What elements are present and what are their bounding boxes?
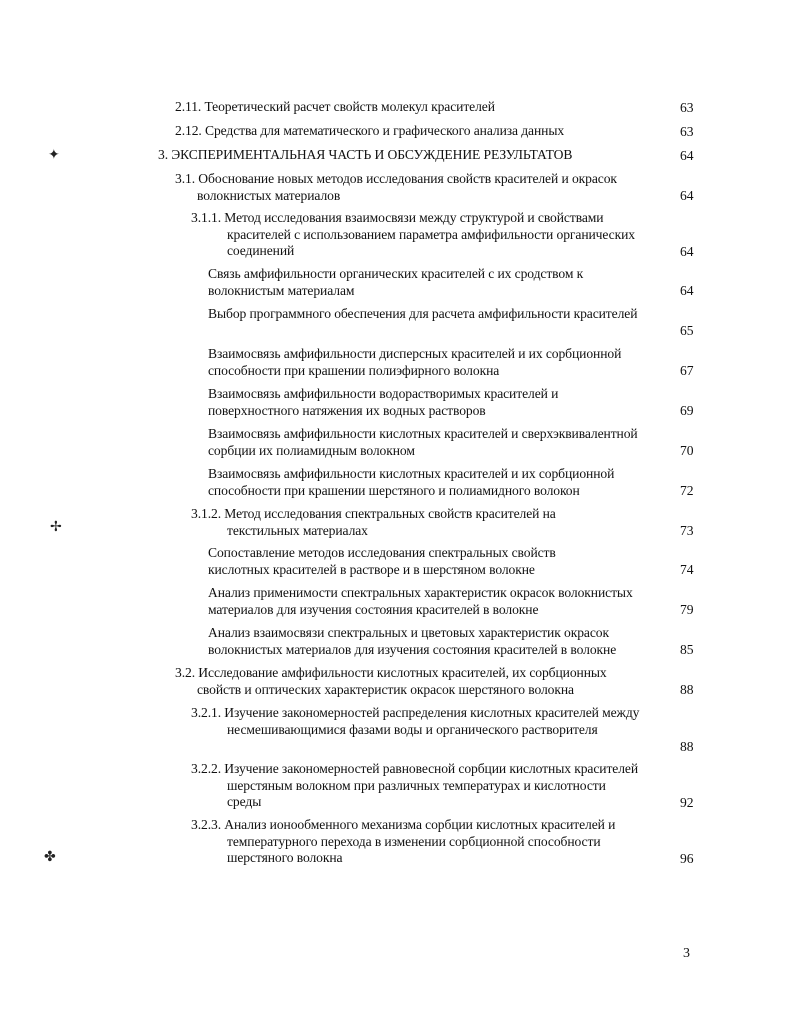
toc-entry-title: 3.1.1. Метод исследования взаимосвязи между структурой и свойствами красителей с использованием параметра амфифильности органических соединений xyxy=(191,210,635,259)
toc-entry-title: Анализ применимости спектральных характеристик окрасок волокнистых материалов для изучения состояния красителей в волокне xyxy=(208,585,633,617)
toc-entry-title: Анализ взаимосвязи спектральных и цветовых характеристик окрасок волокнистых материалов для изучения состояния красителей в волокне xyxy=(208,625,617,657)
toc-entry-page: 64 xyxy=(680,148,694,163)
toc-entry-title: 3.2.2. Изучение закономерностей равновесной сорбции кислотных красителей шерстяным волокном при различных температурах и кислотности среды xyxy=(191,761,639,810)
scan-mark-icon: ✤ xyxy=(44,849,56,865)
toc-entry xyxy=(191,761,694,811)
toc-entry-page: 85 xyxy=(680,642,694,657)
toc-entry-title: 3.2.1. Изучение закономерностей распределения кислотных красителей между несмешивающимися фазами воды и органического растворителя xyxy=(191,705,640,737)
toc-entry-title: 2.11. Теоретический расчет свойств молекул красителей xyxy=(175,99,495,114)
toc-entry-title: 3.2.3. Анализ ионообменного механизма сорбции кислотных красителей и температурного перехода в изменении сорбционной способности шерстяного волокна xyxy=(191,817,616,866)
toc-entry-title: Связь амфифильности органических красителей с их сродством к волокнистым материалам xyxy=(208,266,584,298)
toc-entry-page: 73 xyxy=(680,523,694,538)
toc-entry-page: 88 xyxy=(680,682,694,697)
toc-entry-title: 3.2. Исследование амфифильности кислотных красителей, их сорбционных свойств и оптических характеристик окрасок шерстяного волокна xyxy=(175,665,607,697)
toc-entry-page: 65 xyxy=(680,323,694,338)
toc-entry-chapter xyxy=(158,147,694,164)
toc-entry xyxy=(191,210,694,260)
toc-entry-title: Взаимосвязь амфифильности дисперсных красителей и их сорбционной способности при крашении полиэфирного волокна xyxy=(208,346,622,378)
toc-entry-title: 3.1. Обоснование новых методов исследования свойств красителей и окрасок волокнистых материалов xyxy=(175,171,617,203)
toc-entry-page: 92 xyxy=(680,795,694,810)
toc-entry-page: 69 xyxy=(680,403,694,418)
toc-entry xyxy=(175,171,694,204)
toc-entry-title: Сопоставление методов исследования спектральных свойств кислотных красителей в растворе и в шерстяном волокне xyxy=(208,545,556,577)
toc-entry-page: 72 xyxy=(680,483,694,498)
toc-entry-title: 2.12. Средства для математического и графического анализа данных xyxy=(175,123,565,138)
toc-entry xyxy=(208,625,694,658)
toc-entry-page: 64 xyxy=(680,244,694,259)
toc-entry-page: 64 xyxy=(680,283,694,298)
toc-entry xyxy=(191,817,694,867)
toc-entry xyxy=(208,545,694,578)
toc-entry xyxy=(208,266,694,299)
toc-entry xyxy=(191,506,694,539)
toc-entry-page: 88 xyxy=(680,739,694,754)
toc-entry-page: 79 xyxy=(680,602,694,617)
toc-entry-page: 67 xyxy=(680,363,694,378)
toc-entry-page: 70 xyxy=(680,443,694,458)
toc-entry-page: 96 xyxy=(680,851,694,866)
toc-entry-page: 63 xyxy=(680,124,694,139)
toc-entry-title: Взаимосвязь амфифильности водорастворимых красителей и поверхностного натяжения их водных растворов xyxy=(208,386,559,418)
scan-mark-icon: ✢ xyxy=(50,519,62,535)
toc-entry-title: Взаимосвязь амфифильности кислотных красителей и сверхэквивалентной сорбции их полиамидным волокном xyxy=(208,426,638,458)
page-number: 3 xyxy=(683,946,690,961)
toc-entry-title: 3.1.2. Метод исследования спектральных свойств красителей на текстильных материалах xyxy=(191,506,556,538)
scan-mark-icon: ✦ xyxy=(48,147,60,163)
toc-entry xyxy=(208,466,694,499)
toc-entry-page: 64 xyxy=(680,188,694,203)
toc-entry xyxy=(175,99,694,116)
toc-entry xyxy=(208,386,694,419)
toc-entry xyxy=(191,705,694,754)
toc-entry xyxy=(175,665,694,698)
toc-entry-title: 3. ЭКСПЕРИМЕНТАЛЬНАЯ ЧАСТЬ И ОБСУЖДЕНИЕ РЕЗУЛЬТАТОВ xyxy=(158,147,573,162)
toc-entry xyxy=(208,306,694,338)
toc-entry-page: 74 xyxy=(680,562,694,577)
toc-entry-page: 63 xyxy=(680,100,694,115)
toc-entry xyxy=(175,123,694,140)
toc-entry xyxy=(208,346,694,379)
toc-entry xyxy=(208,585,694,618)
toc-entry-title: Взаимосвязь амфифильности кислотных красителей и их сорбционной способности при крашении шерстяного и полиамидного волокон xyxy=(208,466,615,498)
toc-entry-title: Выбор программного обеспечения для расчета амфифильности красителей xyxy=(208,306,638,321)
toc-entry xyxy=(208,426,694,459)
